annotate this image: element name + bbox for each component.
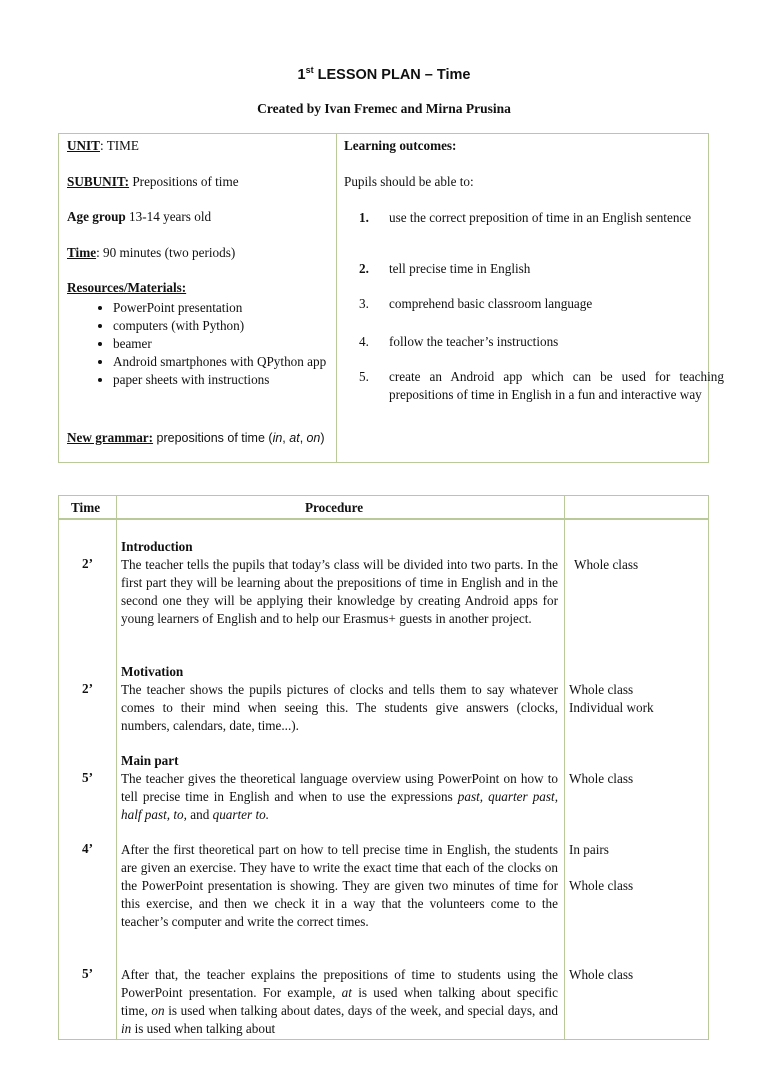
list-item: • Android smartphones with QPython app [113, 353, 343, 371]
table-row-time: 5’ [82, 966, 93, 981]
list-item: • paper sheets with instructions [113, 371, 343, 389]
table-row-organisation: Whole class Individual work [569, 682, 654, 715]
table-row-organisation: Whole class [569, 967, 634, 982]
outcomes-title: Learning outcomes: [344, 138, 457, 153]
table-row-procedure: After that, the teacher explains the prepositions of time to students using the PowerPoint presentation. For example, at is used when talking about specific time, on is used when talking about dates, days of the week, and special days, and in is used when talking about [121, 967, 558, 1036]
page-subtitle: Created by Ivan Fremec and Mirna Prusina [257, 101, 511, 116]
table-row-procedure: Motivation The teacher shows the pupils pictures of clocks and tells them to say whatever comes to their mind when seeing this. The students give answers (clocks, numbers, calendars, date, time...). [121, 664, 558, 733]
table-row-organisation: Whole class [574, 557, 639, 572]
column-header-time: Time [71, 500, 101, 515]
list-item: • computers (with Python) [113, 317, 343, 335]
table-row-organisation: In pairs Whole class [569, 842, 634, 893]
table-row-time: 2’ [82, 556, 93, 571]
table-row-time: 2’ [82, 681, 93, 696]
time-line: Time: 90 minutes (two periods) [67, 245, 236, 260]
list-item: • PowerPoint presentation [113, 299, 343, 317]
column-header-procedure: Procedure [305, 500, 364, 515]
unit-line: UNIT: TIME [67, 138, 139, 153]
procedure-table [58, 495, 709, 1040]
list-item: • beamer [113, 335, 343, 353]
subunit-line: SUBUNIT: Prepositions of time [67, 174, 239, 189]
table-row-procedure: Main part The teacher gives the theoretical language overview using PowerPoint on how to tell precise time in English and when to use the expressions past, quarter past, half past, to, and quarter to. [121, 753, 558, 822]
page-title: 1st LESSON PLAN – Time [297, 65, 471, 83]
resources-label: Resources/Materials: [67, 280, 187, 295]
table-row-organisation: Whole class [569, 771, 634, 786]
table-row-procedure: After the first theoretical part on how to tell precise time in English, the students are given an exercise. They have to write the exact time that each of the clocks on the PowerPoint presentation is showing. They are given two minutes of time for this exercise, and then we check it in a way that the volunteers come to the teacher’s computer and write the correct times. [121, 842, 558, 929]
age-line: Age group 13-14 years old [67, 209, 212, 224]
outcomes-intro: Pupils should be able to: [344, 174, 474, 189]
table-row-time: 4’ [82, 841, 93, 856]
table-row-procedure: Introduction The teacher tells the pupils that today’s class will be divided into two parts. In the first part they will be learning about the prepositions of time in English and in the second one they will be applying their knowledge by creating Android apps for young learners of English and to help our Erasmus+ guests in another project. [121, 539, 558, 626]
new-grammar-line: New grammar: prepositions of time (in, at, on) [67, 430, 325, 445]
table-row-time: 5’ [82, 770, 93, 785]
resources-list [73, 299, 343, 389]
overview-table: UNIT: TIME SUBUNIT: Prepositions of time Age group 13-14 years old Time: 90 minutes (two periods) Resources/Materials: • PowerPoint presentation • computers (with Python) • beamer • Android smartphones with QPython app • paper sheets with instructions New grammar: prepositions of time (in, at, on) Learning outcomes: Pupils should be able to: 1. use the correct preposition of time in an English sentence 2. tell precise time in English 3. comprehend basic classroom language 4. follow the teacher’s instructions 5. create an Android app which can be used for teaching prepositions of time in English in a fun and interactive way [58, 133, 709, 463]
